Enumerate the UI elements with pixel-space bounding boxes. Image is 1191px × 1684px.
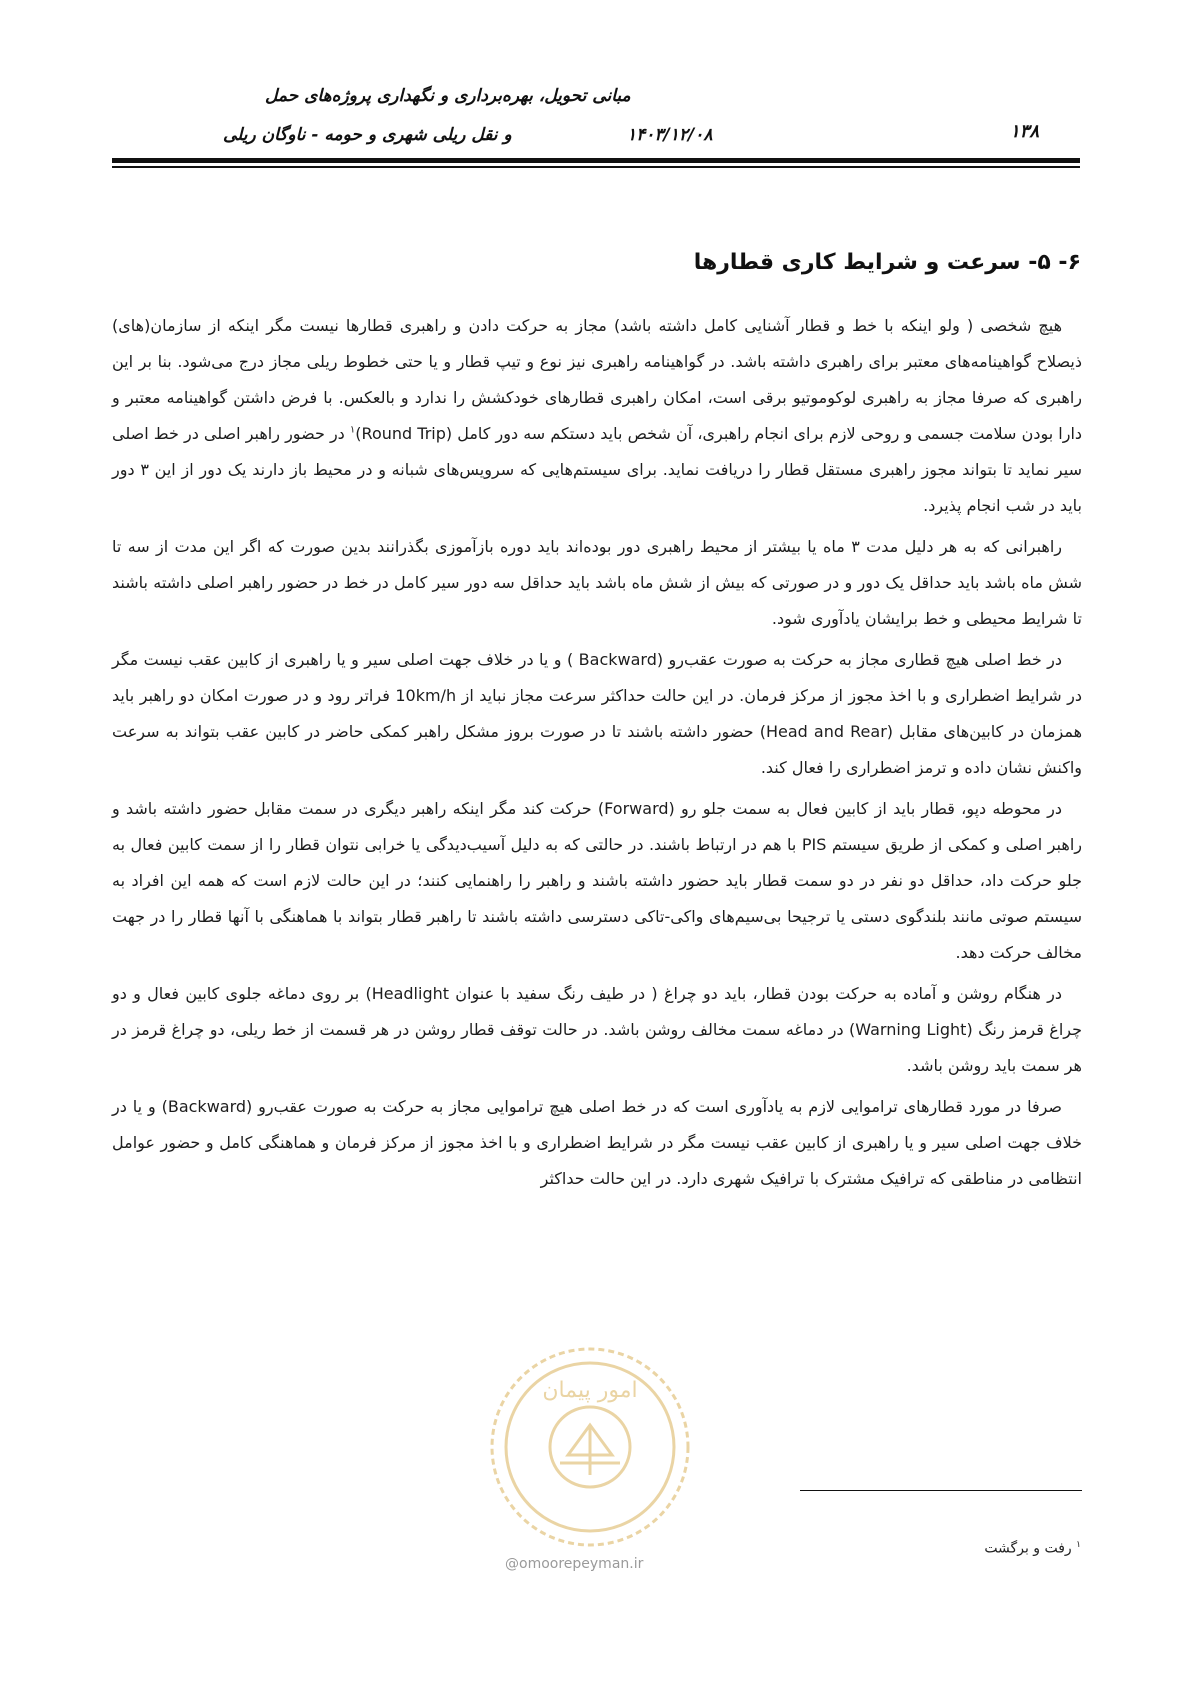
header-rule-thin <box>112 166 1080 168</box>
header-date: ۱۴۰۳/۱۲/۰۸ <box>627 125 713 145</box>
header-rule-thick <box>112 158 1080 163</box>
body-text <box>112 308 1082 1202</box>
watermark-inner-ring <box>506 1363 674 1531</box>
paragraph-text: در حضور راهبر اصلی در خط اصلی سیر نماید تا بتواند مجوز راهبری مستقل قطار را دریافت نماید. برای سیستم‌هایی که سرویس‌های شبانه و در محیط باز دارند یک دور از این ۳ دور باید در شب انجام پذیرد. <box>112 424 1082 515</box>
paragraph: در خط اصلی هیچ قطاری مجاز به حرکت به صورت عقب‌رو (Backward ) و یا در خلاف جهت اصلی سیر و یا راهبری از کابین عقب نیست مگر در شرایط اضطراری و با اخذ مجوز از مرکز فرمان. در این حالت حداکثر سرعت مجاز نباید از 10km/h فراتر رود و در صورت امکان دو راهبر باید همزمان در کابین‌های مقابل (Head and Rear) حضور داشته باشند تا در صورت بروز مشکل راهبر کمکی حاضر در کابین عقب بتواند به سرعت واکنش نشان داده و ترمز اضطراری را فعال کند. <box>112 650 1083 777</box>
page-number: ۱۳۸ <box>1010 121 1040 142</box>
paragraph: در محوطه دپو، قطار باید از کابین فعال به سمت جلو رو (Forward) حرکت کند مگر اینکه راهبر دیگری در سمت مقابل حضور داشته باشد و راهبر اصلی و کمکی از طریق سیستم PIS با هم در ارتباط باشند. در حالتی که به دلیل آسیب‌دیدگی یا خرابی نتوان قطار را از سمت کابین فعال به جلو حرکت داد، حداقل دو نفر در دو سمت قطار باید حضور داشته باشند و راهبر را راهنمایی کنند؛ در این حالت لازم است که همه این افراد به سیستم صوتی مانند بلندگوی دستی یا ترجیحا بی‌سیم‌های واکی-تاکی دسترسی داشته باشند تا راهبر قطار بتواند با هماهنگی با آنها قطار را در جهت مخالف حرکت دهد. <box>112 799 1082 962</box>
header-title-line1: مبانی تحویل، بهره‌برداری و نگهداری پروژه‌های حمل <box>265 86 631 106</box>
footnote <box>984 1540 1081 1557</box>
watermark-gear-ring <box>492 1349 688 1545</box>
footnote-reference: ۱ <box>349 424 356 436</box>
section-heading: ۶- ۵- سرعت و شرایط کاری قطارها <box>693 250 1081 275</box>
footnote-separator <box>800 1490 1082 1491</box>
paragraph: در هنگام روشن و آماده به حرکت بودن قطار، باید دو چراغ ( در طیف رنگ سفید با عنوان Headlight) بر روی دماغه جلوی کابین فعال و دو چراغ قرمز رنگ (Warning Light) در دماغه سمت مخالف روشن باشد. در حالت توقف قطار روشن در هر قسمت از خط ریلی، دو چراغ قرمز در هر سمت باید روشن باشد. <box>112 984 1083 1075</box>
watermark-logo-text: امور پیمان <box>542 1378 638 1403</box>
footnote-number: ۱ <box>1076 1540 1081 1550</box>
watermark-center-ring <box>550 1407 630 1487</box>
watermark-site: @omoorepeyman.ir <box>505 1556 644 1572</box>
paragraph: صرفا در مورد قطارهای تراموایی لازم به یادآوری است که در خط اصلی هیچ تراموایی مجاز به حرکت به صورت عقب‌رو (Backward) و یا در خلاف جهت اصلی سیر و یا راهبری از کابین عقب نیست مگر در شرایط اضطراری و با اخذ مجوز از مرکز فرمان و هماهنگی کامل و حضور عوامل انتظامی در مناطقی که ترافیک مشترک با ترافیک شهری دارد. در این حالت حداکثر <box>112 1097 1082 1188</box>
header-title-line2: و نقل ریلی شهری و حومه - ناوگان ریلی <box>223 125 512 145</box>
paragraph: راهبرانی که به هر دلیل مدت ۳ ماه یا بیشتر از محیط راهبری دور بوده‌اند باید دوره بازآموزی بگذرانند بدین صورت که اگر این مدت از سه تا شش ماه باشد باید حداقل یک دور و در صورتی که بیش از شش ماه باشد باید حداقل سه دور سیر کامل در خط در حضور راهبر اصلی داشته باشند تا شرایط محیطی و خط برایشان یادآوری شود. <box>112 537 1082 628</box>
paragraph <box>112 308 1082 524</box>
footnote-text: رفت و برگشت <box>984 1540 1072 1557</box>
paragraph-text: هیچ شخصی ( ولو اینکه با خط و قطار آشنایی کامل داشته باشد) مجاز به حرکت دادن و راهبری قطارها نیست مگر اینکه از سازمان(های) ذیصلاح گواهینامه‌های معتبر برای راهبری داشته باشد. در گواهینامه راهبری نیز نوع و تیپ قطار و یا حتی خطوط ریلی مجاز درج می‌شود. بنا بر این راهبری که صرفا مجاز به راهبری لوکوموتیو برقی است، امکان راهبری قطارهای خودکشش را ندارد و بالعکس. با فرض داشتن گواهینامه معتبر و دارا بودن سلامت جسمی و روحی لازم برای انجام راهبری، آن شخص باید دستکم سه دور کامل (Round Trip) <box>112 316 1083 443</box>
watermark-logo <box>480 1335 700 1560</box>
scales-icon <box>568 1425 612 1455</box>
